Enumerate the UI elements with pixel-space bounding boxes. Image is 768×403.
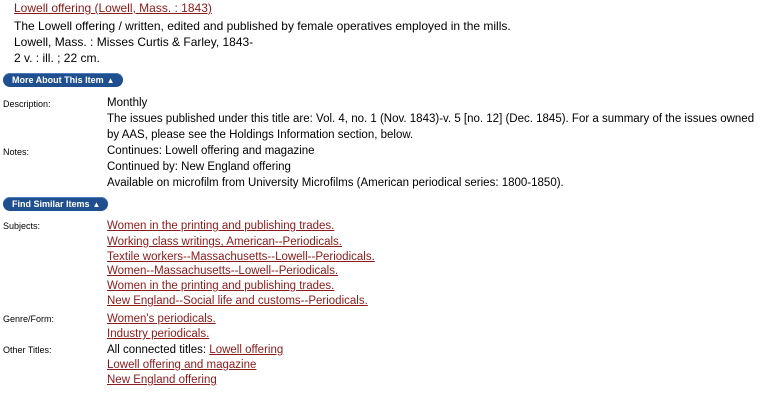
other-titles-label: Other Titles: — [3, 345, 52, 355]
notes-line: Continues: Lowell offering and magazine — [107, 145, 315, 157]
other-title-link[interactable]: New England offering — [107, 374, 217, 386]
subjects-label: Subjects: — [3, 221, 41, 231]
physical-description: 2 v. : ill. ; 22 cm. — [14, 51, 100, 65]
description-line: Monthly — [107, 97, 148, 109]
more-about-button[interactable] — [3, 73, 123, 87]
more-about-label: More About This Item — [12, 75, 104, 85]
other-title-link[interactable]: Lowell offering and magazine — [107, 359, 257, 371]
connected-titles-prefix: All connected titles: — [107, 344, 207, 356]
description-line: The issues published under this title are: Vol. 4, no. 1 (Nov. 1843)-v. 5 [no. 12] (Dec. 1845). For a summary of the issues owned — [107, 113, 755, 125]
find-similar-label: Find Similar Items — [12, 199, 90, 209]
notes-line: Continued by: New England offering — [107, 161, 291, 173]
genre-label: Genre/Form: — [3, 314, 55, 324]
subject-link[interactable]: Women in the printing and publishing trades. — [107, 280, 335, 292]
subject-link[interactable]: Women--Massachusetts--Lowell--Periodicals. — [107, 265, 339, 277]
notes-label: Notes: — [3, 147, 30, 157]
title-link[interactable]: Lowell offering (Lowell, Mass. : 1843) — [14, 1, 212, 15]
description-line: by AAS, please see the Holdings Information section, below. — [107, 129, 414, 141]
notes-line: Available on microfilm from University Microfilms (American periodical series: 1800-1850). — [107, 177, 564, 189]
find-similar-button[interactable] — [3, 197, 108, 211]
triangle-up-icon: ▲ — [92, 200, 101, 209]
genre-link[interactable]: Industry periodicals. — [107, 328, 210, 340]
subject-link[interactable]: Women in the printing and publishing trades. — [107, 220, 335, 232]
genre-link[interactable]: Women's periodicals. — [107, 313, 216, 325]
description-label: Description: — [3, 99, 51, 109]
other-title-link[interactable]: Lowell offering — [209, 344, 284, 356]
triangle-up-icon: ▲ — [106, 76, 115, 85]
subject-link[interactable]: New England--Social life and customs--Periodicals. — [107, 295, 368, 307]
publication-info: Lowell, Mass. : Misses Curtis & Farley, 1843- — [14, 35, 254, 49]
connected-titles-line — [107, 342, 283, 358]
subject-link[interactable]: Textile workers--Massachusetts--Lowell--Periodicals. — [107, 251, 375, 263]
title-statement: The Lowell offering / written, edited and published by female operatives employed in the mills. — [14, 19, 511, 33]
subject-link[interactable]: Working class writings, American--Periodicals. — [107, 236, 342, 248]
